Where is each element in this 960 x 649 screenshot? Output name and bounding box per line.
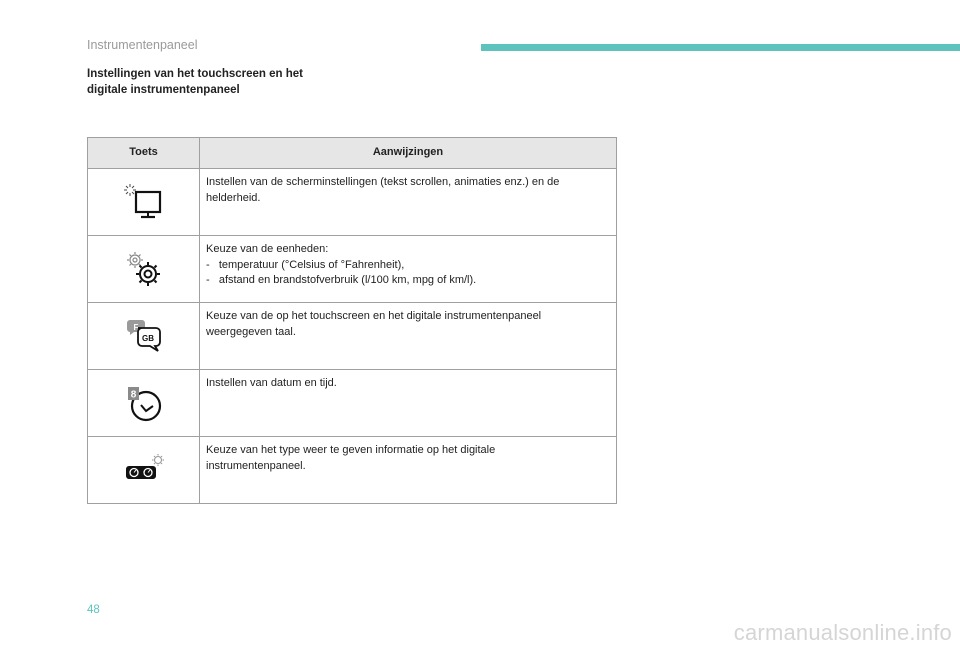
notes-cell xyxy=(200,370,617,437)
page-number: 48 xyxy=(87,604,100,616)
units-settings-icon xyxy=(124,263,164,275)
svg-text:8: 8 xyxy=(130,389,136,401)
notes-line: instrumentenpaneel. xyxy=(206,459,306,472)
notes-cell xyxy=(200,236,617,303)
heading-line-1: Instellingen van het touchscreen en het xyxy=(87,68,303,80)
table-row xyxy=(88,370,617,437)
table-header-row xyxy=(88,138,617,169)
notes-cell xyxy=(200,169,617,236)
key-cell xyxy=(88,169,200,236)
key-cell xyxy=(88,236,200,303)
notes-bullet: - temperatuur (°Celsius of °Fahrenheit), xyxy=(206,258,405,271)
section-title: Instrumentenpaneel xyxy=(87,38,198,52)
notes-cell xyxy=(200,437,617,504)
table-row xyxy=(88,169,617,236)
notes-line: Instellen van datum en tijd. xyxy=(206,377,337,389)
notes-line: helderheid. xyxy=(206,191,261,204)
notes-bullet: - afstand en brandstofverbruik (l/100 km, mpg of km/l). xyxy=(206,274,477,286)
key-cell xyxy=(88,303,200,370)
key-cell xyxy=(88,370,200,437)
table-row xyxy=(88,437,617,504)
language-icon xyxy=(124,323,164,343)
instrument-panel-icon xyxy=(122,464,166,476)
heading-line-2: digitale instrumentenpaneel xyxy=(87,83,240,96)
table-row xyxy=(88,236,617,303)
notes-line: Keuze van de op het touchscreen en het digitale instrumentenpaneel xyxy=(206,310,542,322)
page-heading xyxy=(87,67,347,98)
settings-table xyxy=(87,137,617,504)
column-header-key: Toets xyxy=(88,138,200,169)
table-row xyxy=(88,303,617,370)
notes-cell xyxy=(200,303,617,370)
watermark: carmanualsonline.info xyxy=(733,620,952,645)
notes-line: Keuze van de eenheden: xyxy=(206,243,329,255)
display-brightness-icon xyxy=(124,196,164,208)
column-header-notes: Aanwijzingen xyxy=(200,138,617,169)
header-accent-bar xyxy=(481,44,960,51)
notes-line: Keuze van het type weer te geven informatie op het digitale xyxy=(206,444,496,456)
svg-text:F: F xyxy=(133,323,138,332)
notes-line: weergegeven taal. xyxy=(206,325,296,338)
svg-text:GB: GB xyxy=(141,334,154,343)
notes-line: Instellen van de scherminstellingen (tekst scrollen, animaties enz.) en de xyxy=(206,176,560,188)
key-cell xyxy=(88,437,200,504)
date-time-icon xyxy=(124,389,164,409)
